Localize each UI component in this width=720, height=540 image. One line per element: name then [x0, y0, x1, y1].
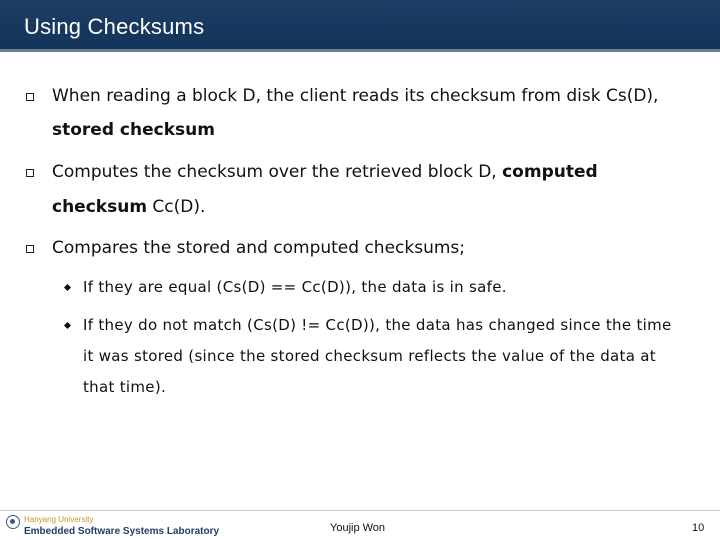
author: Youjip Won — [330, 522, 386, 534]
university-name: Hanyang University — [24, 515, 94, 524]
bullet-2-bold-b: checksum — [52, 197, 148, 217]
slide-title: Using Checksums — [24, 14, 205, 39]
bullet-1-bold: stored checksum — [52, 120, 215, 140]
sub-bullet-2-line-1: If they do not match (Cs(D) != Cc(D)), the data has changed since the time — [83, 316, 672, 334]
square-bullet-icon — [26, 93, 34, 101]
square-bullet-icon — [26, 245, 34, 253]
bullet-2-bold-a: computed — [502, 162, 598, 182]
diamond-bullet-icon — [64, 284, 71, 291]
bullet-2-rest: Cc(D). — [147, 197, 206, 217]
footer-divider — [0, 510, 720, 511]
title-bar — [0, 0, 720, 52]
sub-bullet-2-line-2: it was stored (since the stored checksum reflects the value of the data at — [83, 347, 656, 365]
bullet-2-text: Computes the checksum over the retrieved block D, — [52, 162, 503, 182]
university-logo-icon — [6, 515, 20, 529]
bullet-1-line-2 — [52, 120, 215, 140]
lab-name: Embedded Software Systems Laboratory — [24, 526, 220, 537]
bullet-2-line-2 — [52, 197, 205, 217]
diamond-bullet-icon — [64, 322, 71, 329]
page-number: 10 — [692, 522, 705, 534]
bullet-3-line-1: Compares the stored and computed checksums; — [52, 238, 465, 258]
square-bullet-icon — [26, 169, 34, 177]
sub-bullet-1: If they are equal (Cs(D) == Cc(D)), the data is in safe. — [83, 278, 507, 296]
bullet-2-line-1 — [52, 162, 598, 182]
sub-bullet-2-line-3: that time). — [83, 378, 167, 396]
bullet-1-line-1: When reading a block D, the client reads its checksum from disk Cs(D), — [52, 86, 659, 106]
